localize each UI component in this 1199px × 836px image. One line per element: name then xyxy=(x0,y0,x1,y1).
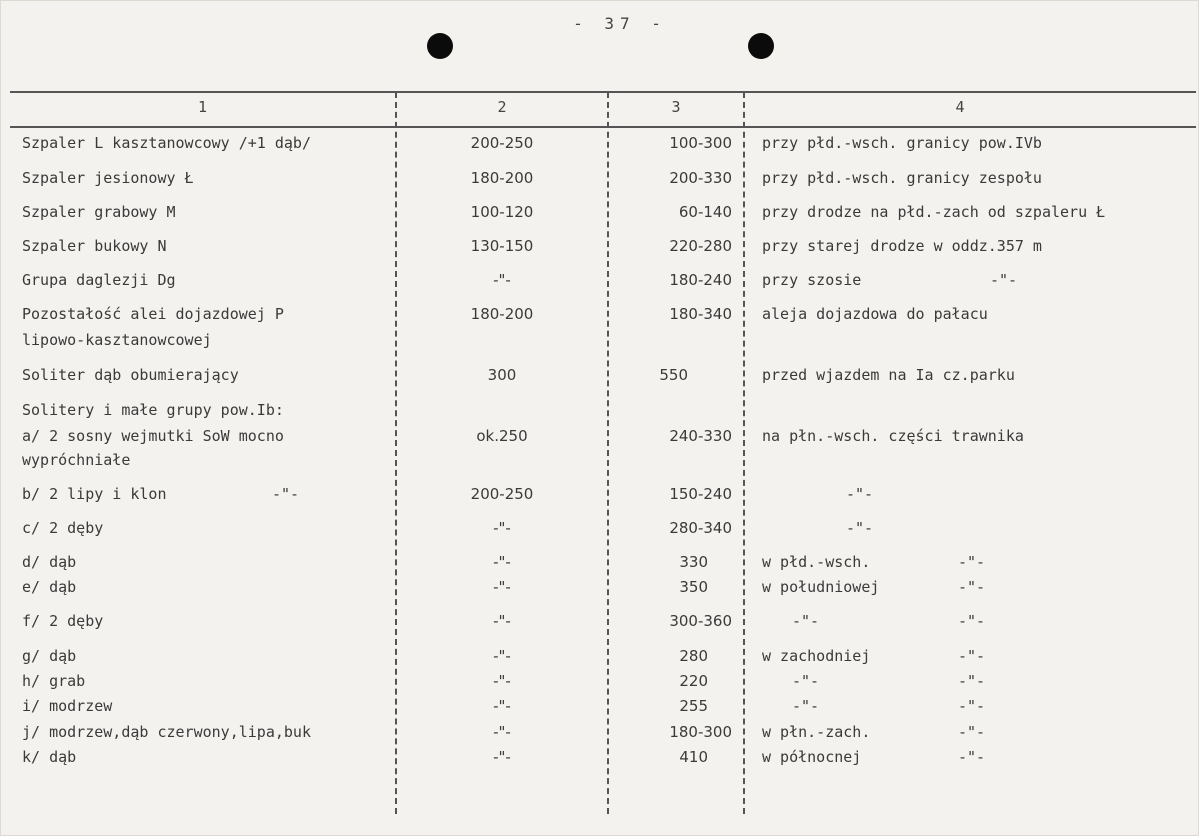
table-cell-location: przy starej drodze w oddz.357 m xyxy=(762,237,1042,255)
table-cell-species: a/ 2 sosny wejmutki SoW mocno xyxy=(22,427,284,445)
table-cell-species: d/ dąb xyxy=(22,553,77,571)
table-cell-col2: -"- xyxy=(493,553,511,571)
column-header-3: 3 xyxy=(671,98,681,116)
table-cell-col3: 280-340 xyxy=(669,519,732,537)
table-cell-col2: ok.250 xyxy=(476,427,528,445)
page-number: - 37 - xyxy=(573,14,667,33)
table-cell-species-cont: lipowo-kasztanowcowej xyxy=(22,331,212,349)
table-cell-col3: 180-240 xyxy=(669,271,732,289)
table-cell-col3: 220 xyxy=(679,672,708,690)
table-cell-col3: 410 xyxy=(679,748,708,766)
ditto-mark: -"- xyxy=(792,697,820,715)
column-header-1: 1 xyxy=(197,98,208,116)
table-cell-col2: -"- xyxy=(493,723,511,741)
table-cell-location: przy płd.-wsch. granicy zespołu xyxy=(762,169,1042,187)
table-cell-species-cont: wypróchniałe xyxy=(22,451,131,469)
table-cell-col2: -"- xyxy=(493,519,511,537)
table-cell-location: w południowej xyxy=(762,578,880,596)
table-cell-col3: 150-240 xyxy=(669,485,732,503)
table-cell-col2: -"- xyxy=(493,697,511,715)
table-cell-col3: 60-140 xyxy=(678,203,732,221)
ditto-mark: -"- xyxy=(792,672,820,690)
table-cell-location: aleja dojazdowa do pałacu xyxy=(762,305,988,323)
ditto-mark: -"- xyxy=(958,697,986,715)
table-cell-species: Szpaler jesionowy Ł xyxy=(22,169,194,187)
table-cell-species: k/ dąb xyxy=(22,748,77,766)
table-cell-col3: 220-280 xyxy=(669,237,732,255)
punch-hole-left xyxy=(427,33,453,59)
table-cell-col3: 255 xyxy=(679,697,708,715)
table-cell-col3: 280 xyxy=(679,647,708,665)
table-cell-location: na płn.-wsch. części trawnika xyxy=(762,427,1024,445)
table-cell-col3: 200-330 xyxy=(669,169,732,187)
table-cell-species: b/ 2 lipy i klon xyxy=(22,485,167,503)
ditto-mark: -"- xyxy=(958,553,986,571)
table-cell-col2: 300 xyxy=(487,366,517,384)
table-cell-species: Szpaler bukowy N xyxy=(22,237,167,255)
table-cell-species: c/ 2 dęby xyxy=(22,519,104,537)
table-cell-col2: -"- xyxy=(493,271,511,289)
table-cell-location: przed wjazdem na Ia cz.parku xyxy=(762,366,1015,384)
punch-hole-right xyxy=(748,33,774,59)
table-cell-location: przy płd.-wsch. granicy pow.IVb xyxy=(762,134,1042,152)
table-cell-species: Grupa daglezji Dg xyxy=(22,271,176,289)
table-cell-species: Soliter dąb obumierający xyxy=(22,366,239,384)
table-cell-location: w północnej xyxy=(762,748,862,766)
table-cell-col3: 180-340 xyxy=(669,305,732,323)
table-cell-col3: 300-360 xyxy=(669,612,732,630)
table-cell-location: w zachodniej xyxy=(762,647,871,665)
ditto-mark: -"- xyxy=(272,485,300,503)
table-cell-species: e/ dąb xyxy=(22,578,77,596)
column-divider-3 xyxy=(743,92,745,814)
table-cell-species: i/ modrzew xyxy=(22,697,113,715)
table-cell-location: w płn.-zach. xyxy=(762,723,871,741)
table-cell-species: Szpaler grabowy M xyxy=(22,203,176,221)
ditto-mark: -"- xyxy=(990,271,1018,289)
table-cell-col2: 200-250 xyxy=(470,134,534,152)
table-cell-col2: 180-200 xyxy=(470,305,534,323)
table-cell-col2: 100-120 xyxy=(470,203,534,221)
ditto-mark: -"- xyxy=(958,612,986,630)
table-cell-species: f/ 2 dęby xyxy=(22,612,104,630)
table-cell-col2: -"- xyxy=(493,647,511,665)
ditto-mark: -"- xyxy=(846,519,874,537)
table-cell-location: przy szosie xyxy=(762,271,862,289)
table-cell-species: Szpaler L kasztanowcowy /+1 dąb/ xyxy=(22,134,311,152)
table-cell-species: Pozostałość alei dojazdowej P xyxy=(22,305,284,323)
ditto-mark: -"- xyxy=(958,647,986,665)
table-cell-species: h/ grab xyxy=(22,672,86,690)
ditto-mark: -"- xyxy=(792,612,820,630)
column-divider-2 xyxy=(607,92,609,814)
table-cell-col3: 330 xyxy=(679,553,708,571)
table-cell-species: g/ dąb xyxy=(22,647,77,665)
table-cell-location: w płd.-wsch. xyxy=(762,553,871,571)
table-cell-col3: 350 xyxy=(679,578,708,596)
column-header-2: 2 xyxy=(497,98,507,116)
ditto-mark: -"- xyxy=(958,578,986,596)
ditto-mark: -"- xyxy=(846,485,874,503)
table-top-rule xyxy=(10,91,1196,93)
column-header-4: 4 xyxy=(955,98,965,116)
table-cell-col2: -"- xyxy=(493,578,511,596)
table-cell-col2: 200-250 xyxy=(470,485,534,503)
ditto-mark: -"- xyxy=(958,672,986,690)
ditto-mark: -"- xyxy=(958,748,986,766)
table-cell-species: j/ modrzew,dąb czerwony,lipa,buk xyxy=(22,723,311,741)
table-cell-col2: -"- xyxy=(493,672,511,690)
table-cell-location: przy drodze na płd.-zach od szpaleru Ł xyxy=(762,203,1106,221)
table-header-rule xyxy=(10,126,1196,128)
table-cell-col2: 180-200 xyxy=(470,169,534,187)
table-cell-col2: 130-150 xyxy=(470,237,534,255)
column-divider-1 xyxy=(395,92,397,814)
table-cell-col3: 550 xyxy=(659,366,688,384)
table-cell-col3: 180-300 xyxy=(669,723,732,741)
table-cell-col2: -"- xyxy=(493,612,511,630)
table-cell-col3: 100-300 xyxy=(669,134,732,152)
table-cell-col3: 240-330 xyxy=(669,427,732,445)
table-cell-section-heading: Solitery i małe grupy pow.Ib: xyxy=(22,401,284,419)
ditto-mark: -"- xyxy=(958,723,986,741)
table-cell-col2: -"- xyxy=(493,748,511,766)
